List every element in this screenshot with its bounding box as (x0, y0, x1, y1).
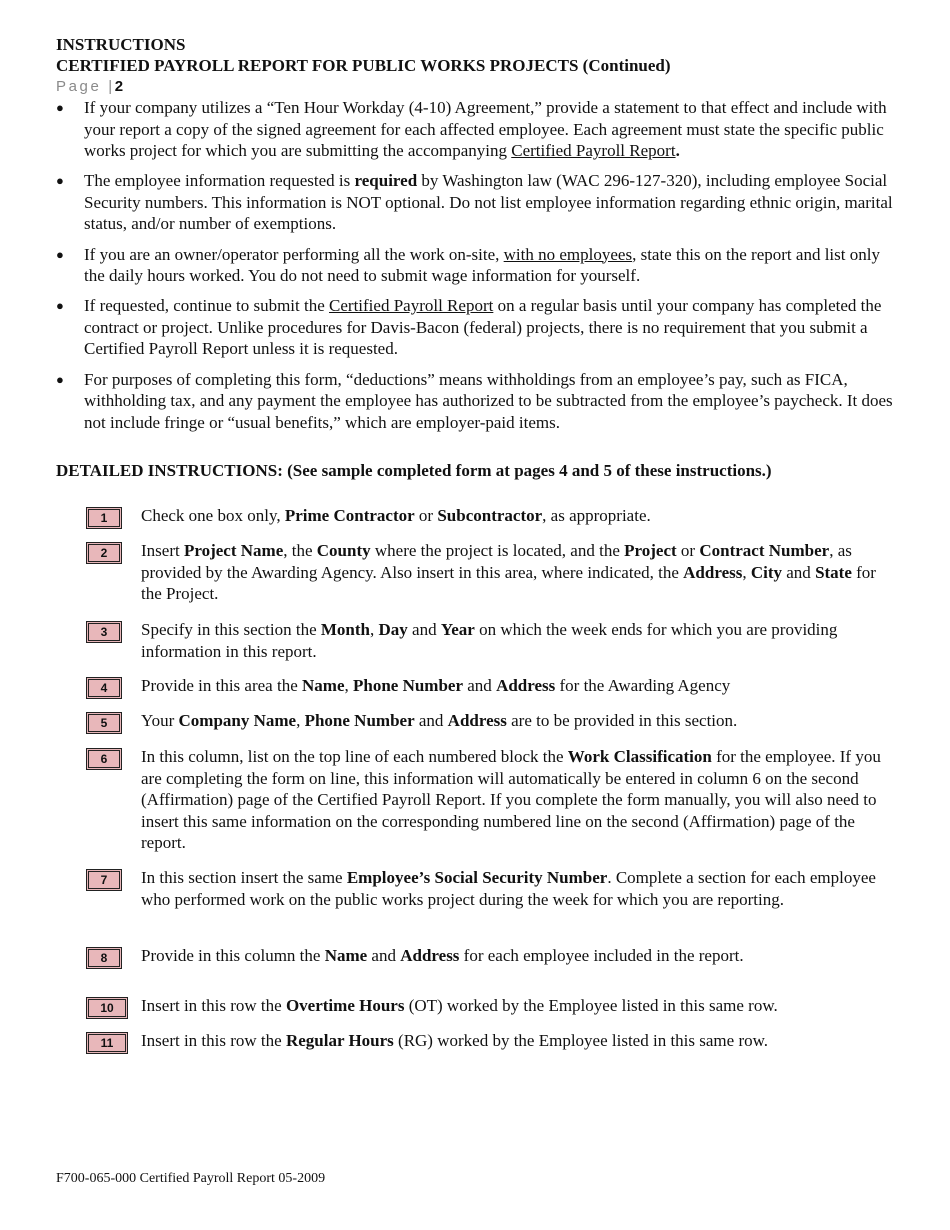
bold-text-run: Regular Hours (285, 1030, 394, 1050)
bold-text-run: County (316, 540, 371, 560)
bold-text-run: Subcontractor (437, 505, 543, 525)
text-run: , (296, 710, 305, 730)
step-number-badge: 4 (86, 677, 122, 699)
document-page (56, 34, 898, 1050)
step-text (141, 710, 898, 732)
step-text (141, 675, 898, 697)
text-run: by Washington law (WAC 296-127-320), including employee Social Security numbers. This information is NOT optional. Do not list employee information regarding ethnic origin, marital status, and/or number of exemptions. (84, 171, 893, 234)
step-text (141, 945, 898, 967)
text-run: Specify in this section the (141, 619, 321, 639)
text-run: Provide in this column the (141, 945, 325, 965)
underlined-text-run: Certified Payroll Report (511, 141, 676, 161)
bold-text-run: . (675, 141, 680, 161)
bullet-text (84, 97, 898, 162)
text-run: (OT) worked by the Employee listed in this same row. (404, 995, 778, 1015)
bullet-dot-icon: ● (56, 371, 64, 387)
text-run: . Complete a section for each employee who performed work on the public works project during the week for which you are reporting. (141, 867, 876, 909)
text-run: The employee information requested is (84, 171, 355, 191)
document-title: INSTRUCTIONS (56, 35, 186, 54)
bold-text-run: Phone Number (352, 675, 464, 695)
bullet-item (56, 170, 898, 235)
text-run: Insert in this row the (141, 995, 286, 1015)
bullet-text (84, 170, 898, 235)
bullet-item (56, 295, 898, 360)
bullet-text (84, 244, 898, 287)
text-run: for the employee. If you are completing the form on line, this information will automatically be entered in column 6 on the second (Affirmation) page of the Certified Payroll Report. If you complete the form manually, you will also need to insert this same information on the corresponding numbered line on the second (Affirmation) page of the report. (141, 746, 881, 853)
text-run: Insert (141, 540, 184, 560)
bullet-dot-icon: ● (56, 173, 64, 189)
bullet-text (84, 369, 898, 434)
bold-text-run: Work Classification (567, 746, 712, 766)
text-run: , (742, 562, 751, 582)
text-run: , state this on the report and list only the daily hours worked. You do not need to submit wage information for yourself. (84, 244, 880, 286)
step-number-badge: 1 (86, 507, 122, 529)
bullet-item (56, 97, 898, 162)
bullet-item (56, 244, 898, 287)
text-run: for the Awarding Agency (555, 675, 731, 695)
page-indicator (56, 76, 898, 97)
bold-text-run: Project Name (183, 540, 284, 560)
bold-text-run: Address (496, 675, 556, 695)
page-footer: F700-065-000 Certified Payroll Report 05-2009 (56, 1171, 326, 1186)
text-run: are to be provided in this section. (506, 710, 738, 730)
text-run: and (407, 619, 441, 639)
text-run: For purposes of completing this form, “deductions” means withholdings from an employee’s pay, such as FICA, withholding tax, and any payment the employee has authorized to be subtracted from the employee’s paycheck. It does not include fringe or “usual benefits,” which are employer-paid items. (84, 369, 893, 432)
text-run: for the Project. (141, 562, 876, 604)
bullet-list (56, 97, 898, 433)
text-run: , as appropriate. (542, 505, 651, 525)
document-subtitle: CERTIFIED PAYROLL REPORT FOR PUBLIC WORKS PROJECTS (Continued) (56, 56, 671, 75)
text-run: In this section insert the same (141, 867, 347, 887)
text-run: and (414, 710, 448, 730)
text-run: In this column, list on the top line of each numbered block the (141, 746, 568, 766)
bold-text-run: Month (320, 619, 371, 639)
text-run: , as provided by the Awarding Agency. Also insert in this area, where indicated, the (141, 540, 852, 582)
text-run: for each employee included in the report. (459, 945, 744, 965)
bullet-dot-icon: ● (56, 298, 64, 314)
page-number: 2 (114, 78, 124, 95)
bold-text-run: Project (624, 540, 677, 560)
bold-text-run: required (354, 171, 418, 191)
bold-text-run: Day (378, 619, 408, 639)
bold-text-run: City (750, 562, 783, 582)
detailed-instructions-heading: DETAILED INSTRUCTIONS: (See sample completed form at pages 4 and 5 of these instructions.) (56, 461, 772, 481)
step-number-badge: 2 (86, 542, 122, 564)
bold-text-run: Address (447, 710, 507, 730)
bold-text-run: Overtime Hours (285, 995, 405, 1015)
bullet-dot-icon: ● (56, 100, 64, 115)
text-run: and (463, 675, 497, 695)
text-run: and (782, 562, 816, 582)
bullet-item (56, 369, 898, 434)
text-run: If you are an owner/operator performing all the work on-site, (84, 244, 504, 264)
step-text (141, 746, 898, 854)
text-run: If requested, continue to submit the (84, 296, 330, 316)
text-run: and (367, 945, 401, 965)
bold-text-run: Employee’s Social Security Number (346, 867, 608, 887)
text-run: If your company utilizes a “Ten Hour Workday (4-10) Agreement,” provide a statement to that effect and include with your report a copy of the signed agreement for each affected employee. Each agreement must state the specific public works project for which you are submitting the accompanying (84, 98, 887, 161)
bold-text-run: Name (302, 675, 345, 695)
text-run: Insert in this row the (141, 1030, 286, 1050)
text-run: Check one box only, (141, 505, 285, 525)
text-run: Your (141, 710, 179, 730)
bold-text-run: Phone Number (304, 710, 415, 730)
bold-text-run: Contract Number (699, 540, 830, 560)
bold-text-run: Name (324, 945, 368, 965)
bold-text-run: Prime Contractor (284, 505, 415, 525)
step-text (141, 619, 898, 662)
step-text (141, 540, 898, 605)
step-number-badge: 7 (86, 869, 122, 891)
step-text (141, 1030, 898, 1052)
page-label: Page | (56, 78, 115, 95)
text-run: where the project is located, and the (370, 540, 625, 560)
bold-text-run: Year (440, 619, 475, 639)
bullet-dot-icon: ● (56, 246, 64, 262)
bullet-text (84, 295, 898, 360)
step-number-badge: 10 (86, 997, 128, 1019)
text-run: on a regular basis until your company has completed the contract or project. Unlike procedures for Davis-Bacon (federal) projects, there is no requirement that you submit a Certified Payroll Report unless it is requested. (84, 296, 882, 359)
bold-text-run: Company Name (178, 710, 297, 730)
text-run: or (414, 505, 438, 525)
text-run: , (370, 619, 379, 639)
step-text (141, 867, 898, 910)
step-number-badge: 6 (86, 748, 122, 770)
text-run: (RG) worked by the Employee listed in this same row. (393, 1030, 769, 1050)
step-number-badge: 3 (86, 621, 122, 643)
text-run: on which the week ends for which you are providing information in this report. (141, 619, 838, 661)
underlined-text-run: Certified Payroll Report (329, 296, 494, 316)
step-number-badge: 8 (86, 947, 122, 969)
text-run: , the (283, 540, 317, 560)
step-number-badge: 5 (86, 712, 122, 734)
bold-text-run: Address (683, 562, 743, 582)
bold-text-run: State (815, 562, 852, 582)
text-run: Provide in this area the (141, 675, 302, 695)
step-text (141, 995, 898, 1017)
bold-text-run: Address (400, 945, 460, 965)
underlined-text-run: with no employees (503, 244, 633, 264)
text-run: or (676, 540, 700, 560)
step-text (141, 505, 898, 527)
text-run: , (344, 675, 353, 695)
step-number-badge: 11 (86, 1032, 128, 1054)
